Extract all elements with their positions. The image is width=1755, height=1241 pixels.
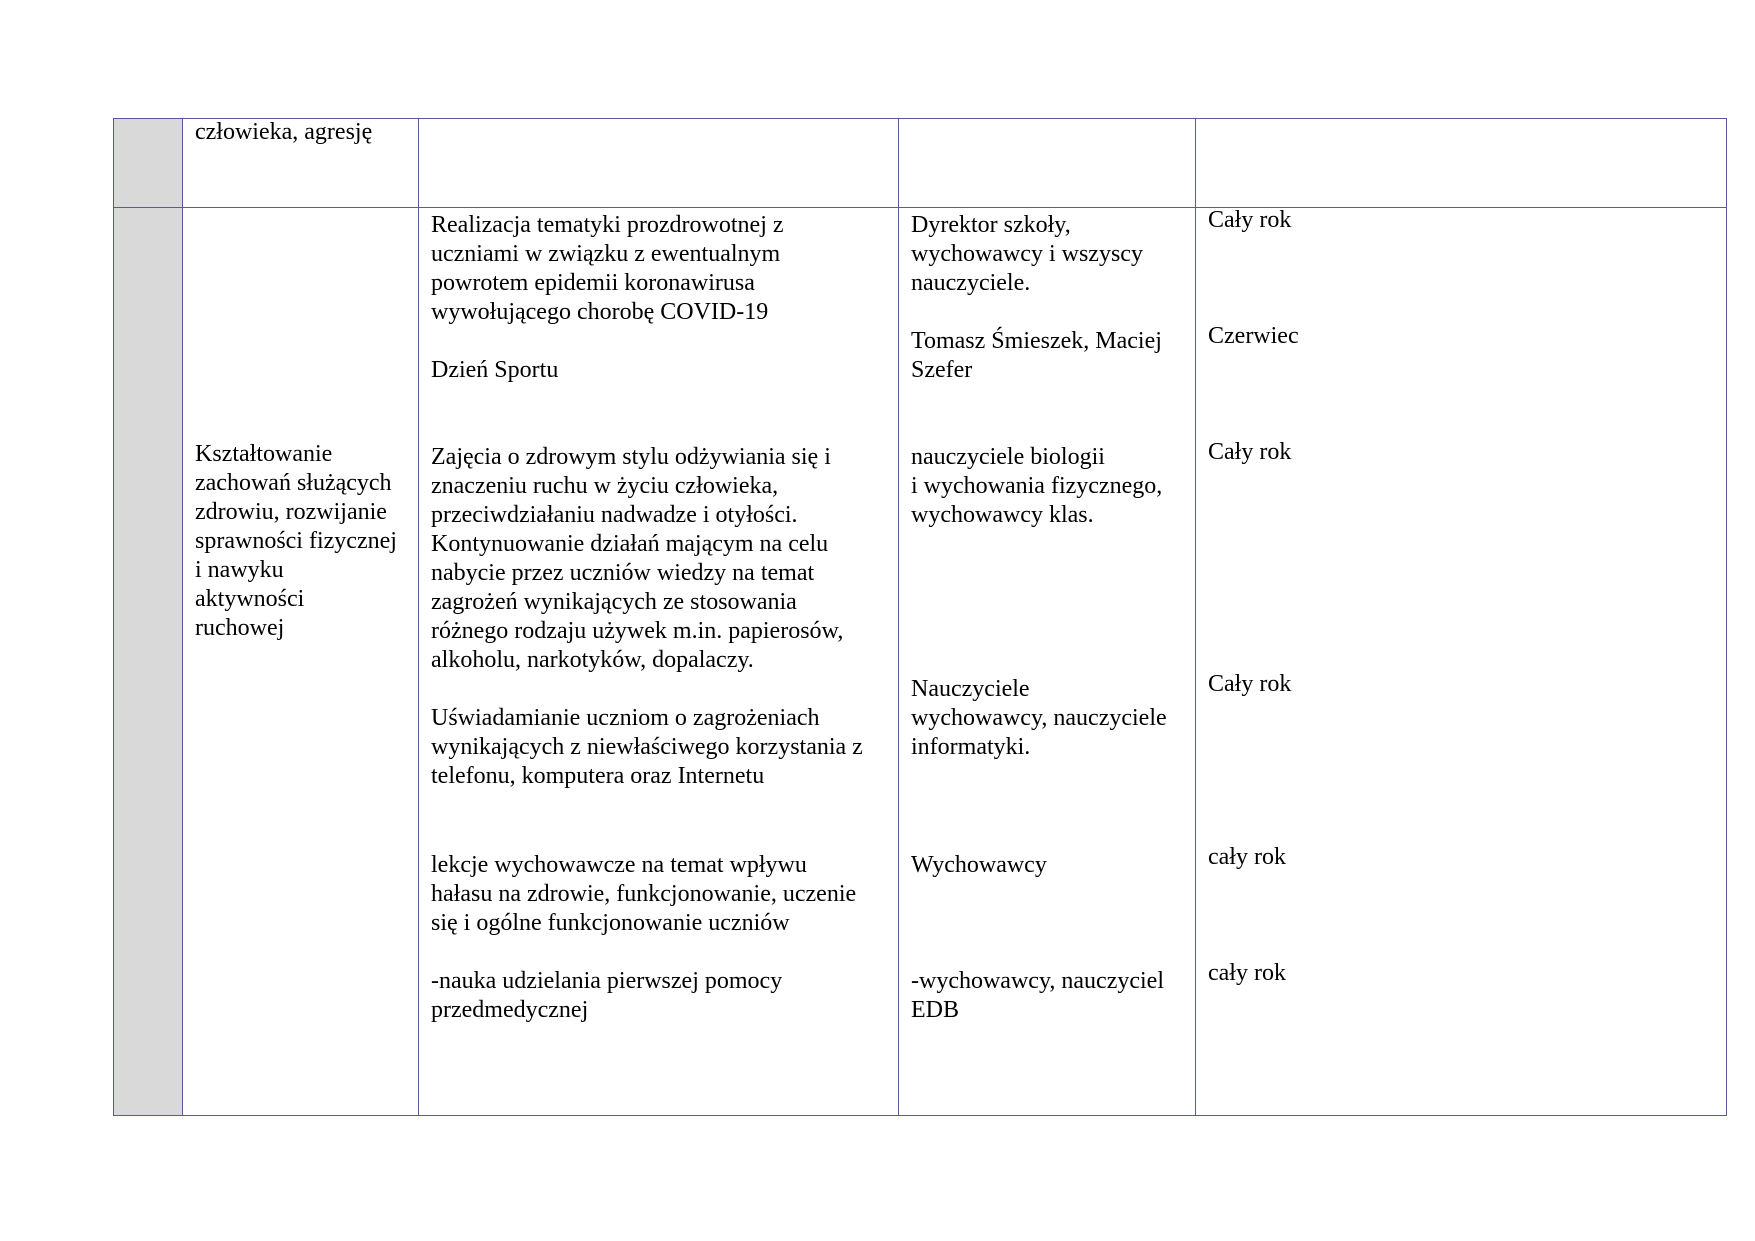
term-text: cały rok — [1208, 960, 1286, 986]
plan-table — [113, 118, 1727, 1116]
topic-text: Kształtowanie zachowań służących zdrowiu, rozwijanie sprawności fizycznej i nawyku aktywności ruchowej — [195, 441, 397, 641]
table-cell-shaded — [113, 118, 183, 208]
term-text: Cały rok — [1208, 671, 1292, 697]
term-text: cały rok — [1208, 844, 1286, 870]
responsible-text: Tomasz Śmieszek, Maciej Szefer — [911, 328, 1162, 383]
activity-text: -nauka udzielania pierwszej pomocy przedmedycznej — [431, 968, 783, 1023]
responsible-text: Wychowawcy — [911, 852, 1047, 878]
responsible-text: Dyrektor szkoły, wychowawcy i wszyscy nauczyciele. — [911, 212, 1143, 296]
term-text: Cały rok — [1208, 207, 1292, 233]
responsible-text: Nauczyciele wychowawcy, nauczyciele informatyki. — [911, 676, 1167, 760]
activity-text: Uświadamianie uczniom o zagrożeniach wynikających z niewłaściwego korzystania z telefonu, komputera oraz Internetu — [431, 705, 863, 789]
responsible-text: nauczyciele biologii i wychowania fizycznego, wychowawcy klas. — [911, 444, 1163, 528]
term-text: Czerwiec — [1208, 323, 1299, 349]
responsible-text: -wychowawcy, nauczyciel EDB — [911, 968, 1164, 1023]
activity-text: Zajęcia o zdrowym stylu odżywiania się i znaczeniu ruchu w życiu człowieka, przeciwdziałaniu nadwadze i otyłości. Kontynuowanie działań mającym na celu nabycie przez uczniów wiedzy na temat zagrożeń wynikających ze stosowania różnego rodzaju używek m.in. papierosów, alkoholu, narkotyków, dopalaczy. — [431, 444, 844, 673]
table-cell-responsible — [898, 118, 1196, 208]
topic-text: człowieka, agresję — [195, 119, 373, 145]
activity-text: Realizacja tematyki prozdrowotnej z uczniami w związku z ewentualnym powrotem epidemii koronawirusa wywołującego chorobę COVID-19 — [431, 212, 784, 325]
table-cell-shaded — [113, 207, 183, 1116]
term-text: Cały rok — [1208, 439, 1292, 465]
activity-text: Dzień Sportu — [431, 357, 559, 383]
table-cell-term — [1195, 118, 1727, 208]
activity-text: lekcje wychowawcze na temat wpływu hałasu na zdrowie, funkcjonowanie, uczenie się i ogólne funkcjonowanie uczniów — [431, 852, 857, 936]
table-cell-activity — [418, 118, 899, 208]
table-cell-topic — [182, 207, 419, 1116]
